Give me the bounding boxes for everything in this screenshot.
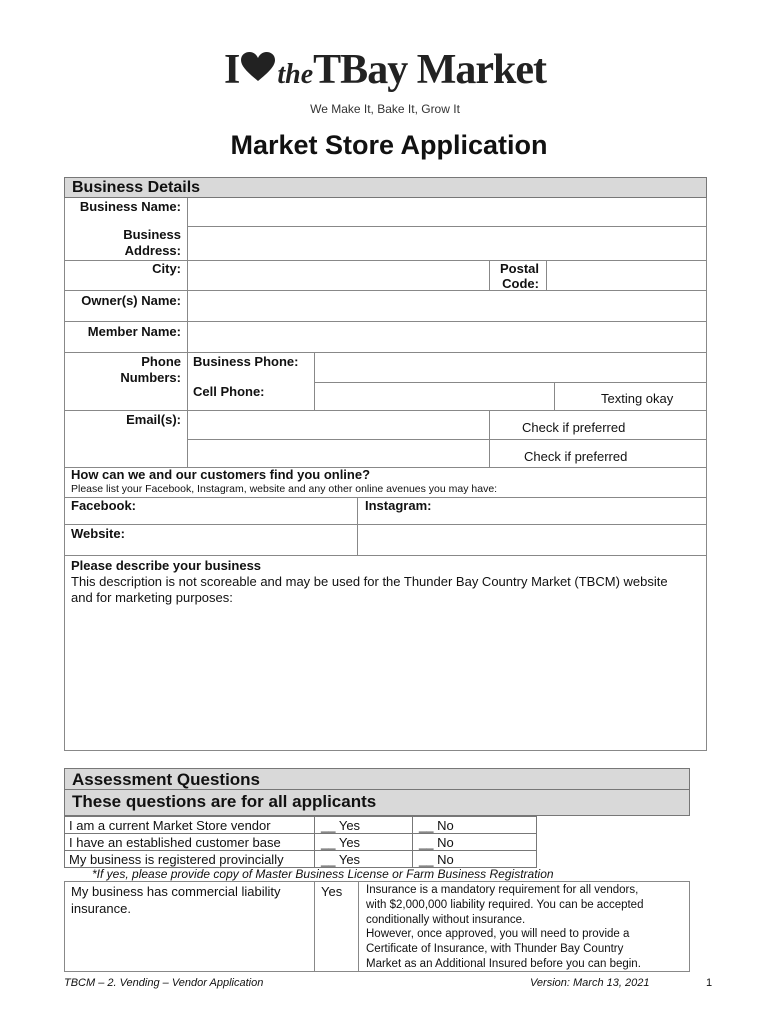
yes-option[interactable]: __ Yes bbox=[315, 834, 413, 851]
business-address-label-line1: Business bbox=[123, 227, 181, 242]
online-heading: How can we and our customers find you online? bbox=[71, 467, 371, 482]
texting-okay-checkbox[interactable]: Texting okay bbox=[601, 391, 674, 406]
cell-phone-field[interactable] bbox=[315, 383, 554, 410]
table-row bbox=[65, 851, 537, 868]
city-field[interactable] bbox=[188, 261, 489, 290]
insurance-info-line: However, once approved, you will need to provide a bbox=[366, 928, 630, 941]
postal-code-field[interactable] bbox=[547, 261, 706, 290]
postal-code-label-line1: Postal bbox=[499, 261, 539, 276]
email-field-2[interactable] bbox=[188, 440, 489, 467]
owner-name-field[interactable] bbox=[188, 291, 706, 321]
assessment-subheader: These questions are for all applicants bbox=[64, 790, 690, 816]
question-cell: My business is registered provincially bbox=[65, 851, 315, 868]
yes-option[interactable]: __ Yes bbox=[315, 851, 413, 868]
table-row bbox=[65, 834, 537, 851]
business-phone-label: Business Phone: bbox=[193, 354, 299, 369]
business-description-textarea[interactable] bbox=[65, 608, 706, 750]
insurance-question-line1: My business has commercial liability bbox=[71, 884, 281, 899]
assessment-table bbox=[64, 816, 537, 868]
insurance-yes-option[interactable]: Yes bbox=[321, 884, 343, 899]
emails-label: Email(s): bbox=[126, 412, 181, 427]
business-address-field[interactable] bbox=[188, 227, 706, 260]
owner-name-label: Owner(s) Name: bbox=[81, 293, 181, 308]
insurance-question-line2: insurance. bbox=[71, 901, 131, 916]
website-label: Website: bbox=[71, 526, 125, 541]
business-name-label: Business Name: bbox=[79, 199, 181, 214]
assessment-questions-header: Assessment Questions bbox=[64, 768, 690, 790]
phone-numbers-label-line2: Numbers: bbox=[120, 370, 181, 385]
insurance-info-line: Insurance is a mandatory requirement for all vendors, bbox=[366, 884, 639, 896]
email-2-preferred-checkbox[interactable]: Check if preferred bbox=[524, 449, 628, 464]
no-option[interactable]: __ No bbox=[413, 834, 537, 851]
insurance-info-line: Certificate of Insurance, with Thunder Bay Country bbox=[366, 943, 624, 956]
insurance-info bbox=[366, 883, 686, 972]
describe-note-line1: This description is not scoreable and may be used for the Thunder Bay Country Market (TBCM) website bbox=[71, 574, 668, 589]
business-name-field[interactable] bbox=[188, 199, 706, 226]
insurance-info-line: with $2,000,000 liability required. You can be accepted bbox=[366, 898, 644, 911]
page-number: 1 bbox=[706, 977, 713, 989]
website-field-2[interactable] bbox=[358, 525, 706, 555]
insurance-info-line: Market as an Additional Insured before you can begin. bbox=[366, 957, 641, 970]
describe-heading: Please describe your business bbox=[71, 558, 262, 573]
business-details-header: Business Details bbox=[64, 177, 707, 198]
instagram-field[interactable] bbox=[358, 514, 706, 524]
registration-note: *If yes, please provide copy of Master Business License or Farm Business Registration bbox=[92, 867, 554, 881]
online-note: Please list your Facebook, Instagram, website and any other online avenues you may have: bbox=[71, 483, 498, 495]
heart-icon bbox=[241, 45, 275, 93]
cell-phone-label: Cell Phone: bbox=[193, 384, 265, 399]
no-option[interactable]: __ No bbox=[413, 851, 537, 868]
website-field[interactable] bbox=[65, 540, 357, 555]
postal-code-label-line2: Code: bbox=[502, 276, 539, 291]
business-address-label-line2: Address: bbox=[124, 243, 181, 258]
no-option[interactable]: __ No bbox=[413, 817, 537, 834]
facebook-label: Facebook: bbox=[71, 498, 137, 513]
member-name-label: Member Name: bbox=[87, 324, 181, 339]
question-cell: I am a current Market Store vendor bbox=[65, 817, 315, 834]
footer-document-name: TBCM – 2. Vending – Vendor Application bbox=[64, 977, 264, 989]
business-phone-field[interactable] bbox=[315, 353, 706, 382]
facebook-field[interactable] bbox=[65, 514, 357, 524]
page-title: Market Store Application bbox=[230, 130, 548, 160]
market-logo: I theTBay Market bbox=[224, 47, 546, 93]
question-cell: I have an established customer base bbox=[65, 834, 315, 851]
instagram-label: Instagram: bbox=[365, 498, 432, 513]
member-name-field[interactable] bbox=[188, 322, 706, 352]
insurance-info-line: conditionally without insurance. bbox=[366, 913, 526, 926]
yes-option[interactable]: __ Yes bbox=[315, 817, 413, 834]
table-row bbox=[65, 817, 537, 834]
phone-numbers-label-line1: Phone bbox=[141, 354, 181, 369]
describe-note-line2: and for marketing purposes: bbox=[71, 590, 233, 605]
tagline: We Make It, Bake It, Grow It bbox=[310, 102, 460, 116]
email-field-1[interactable] bbox=[188, 411, 489, 439]
city-label: City: bbox=[152, 261, 181, 276]
email-1-preferred-checkbox[interactable]: Check if preferred bbox=[522, 420, 626, 435]
footer-version: Version: March 13, 2021 bbox=[530, 977, 650, 989]
